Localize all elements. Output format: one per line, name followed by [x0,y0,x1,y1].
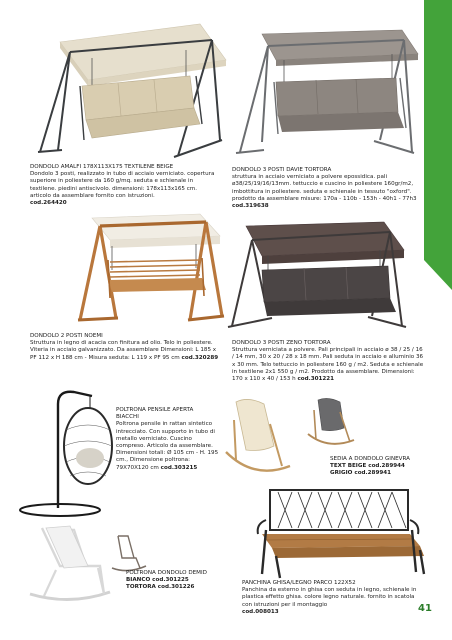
zeno-desc-wrap [232,347,424,383]
davie-description: struttura in acciaio verniciato a polvere epossidica. pali ø38/25/19/16/13mm. tettuccio e cuscino in poliestere 160gr/m2, imbottitura in poliestere. seduta e schienale in tessuto "oxford". prodotto da assemblare misure: 170a - 110b - 153h - 40h1 - 77h3 [232,174,417,202]
noemi-title: DONDOLO 2 POSTI NOEMI [30,333,103,339]
amalfi-description: Dondolo 3 posti, realizzato in tubo di acciaio verniciato. copertura superiore in poliestere da 160 g/mq. seduta e schienale in textilene. piedini antiscivolo. dimensioni: 178x113x165 cm. articolo da assemblare fornito con istruzioni. [30,171,215,199]
noemi-text-block [30,333,222,362]
ginevra-line2-code: cod.289941 [354,470,392,477]
amalfi-text-block [30,164,218,207]
green-side-tab [424,0,452,290]
zeno-description: Struttura verniciata a polvere. Pali principali in acciaio ø 38 / 25 / 16 / 14 mm, 30 x 20 / 28 x 18 mm. Pali seduta in acciaio e alluminio 36 x 30 mm. Telo tettuccio in poliestere 160 g / m2. Seduta e schienale in textilene 2x1 550 g / m2. Prodotto da assemblare. Dimensioni: 170 x 110 x 40 / 153 h [232,347,424,383]
panchina-code: cod.008013 [242,608,279,615]
tab-notch [424,260,452,290]
demid-line1-code: cod.301225 [152,577,189,584]
noemi-description: Struttura in legno di acacia con finitura ad olio. Telo in poliestere. Viteria in acciaio galvanizzato. Da assemblare Dimensioni: L 185 x PF 112 x H 188 cm - Misura seduta: L 119 x PF 95 cm [30,340,217,361]
page-number: 41 [418,603,432,614]
zeno-title: DONDOLO 3 POSTI ZENO TORTORA [232,340,331,346]
demid-line1 [126,577,230,584]
zeno-text-block [232,340,424,383]
demid-title: POLTRONA DONDOLO DEMID [126,570,207,576]
ginevra-line1 [330,463,422,470]
demid-line2-code: cod.301226 [157,584,195,591]
poltrona-code: cod.303215 [160,464,198,471]
ginevra-title: SEDIA A DONDOLO GINEVRA [330,456,410,462]
demid-text-block [126,570,230,592]
davie-title: DONDOLO 3 POSTI DAVIE TORTORA [232,167,332,173]
ginevra-line2 [330,470,422,477]
poltrona-description: Poltrona pensile in rattan sintetico intrecciato. Con supporto in tubo di metallo verniciato. Cuscino compreso. Articolo da assemblare. Dimensioni totali: Ø 105 cm - H. 195 cm., Dimensione poltrona: 79X70X120 cm [116,421,219,471]
davie-text-block [232,167,422,210]
ginevra-line2-label: GRIGIO [330,470,353,477]
poltrona-title-line2: BIACCHI [116,414,139,421]
panchina-description: Panchina da esterno in ghisa con seduta in legno, schienale in plastica effetto ghisa. colore legno naturale. fornito in scatola con istruzioni per il montaggio [242,587,417,608]
ginevra-line1-code: cod.289944 [368,463,405,470]
demid-line2-label: TORTORA [126,584,156,591]
ginevra-text-block [330,456,422,478]
poltrona-desc-wrap [116,421,222,471]
panchina-text-block [242,580,422,616]
zeno-code: cod.301221 [297,376,335,383]
davie-code: cod.319638 [232,203,269,210]
poltrona-text-block [116,407,222,472]
noemi-code: cod.320289 [181,354,219,361]
ginevra-line1-label: TEXT BEIGE [330,463,367,470]
noemi-desc-wrap [30,340,222,362]
panchina-title: PANCHINA GHISA/LEGNO PARCO 122X52 [242,580,356,586]
demid-line2 [126,584,230,591]
amalfi-code: cod.264420 [30,200,67,207]
amalfi-title: DONDOLO AMALFI 178X113X175 TEXTILENE BEIGE [30,164,174,170]
demid-line1-label: BIANCO [126,577,151,584]
poltrona-title-line1: POLTRONA PENSILE APERTA [116,407,194,413]
